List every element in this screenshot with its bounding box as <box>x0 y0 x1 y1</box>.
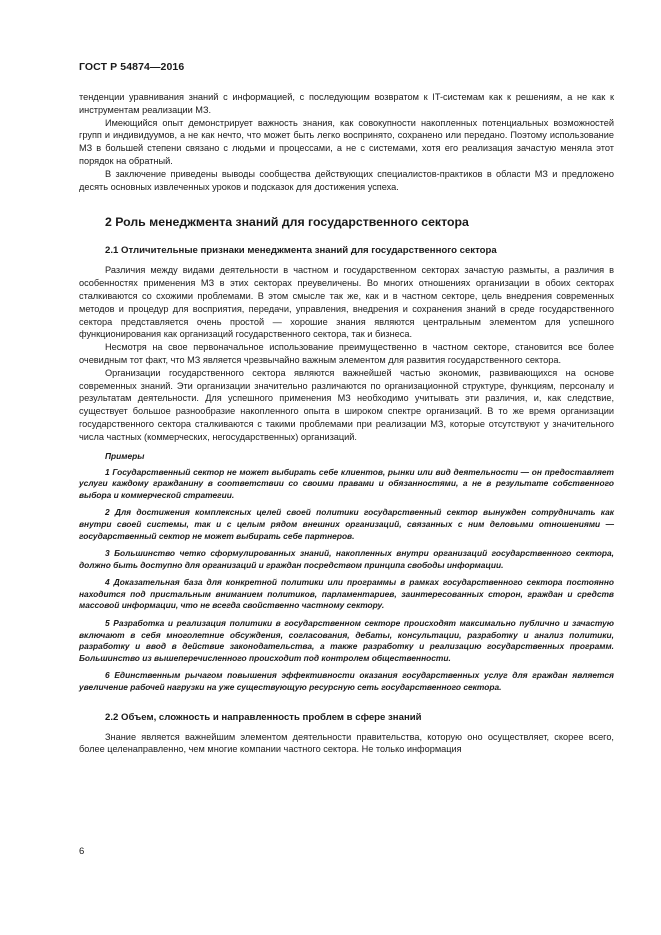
examples-label: Примеры <box>105 450 145 461</box>
section-2-2-paragraph: Знание является важнейшим элементом деятельности правительства, которую оно осуществляет, скорее всего, более целенаправленно, чем многие компании частного сектора. Не только информация <box>79 731 614 755</box>
section-2-heading: 2 Роль менеджмента знаний для государственного сектора <box>105 215 469 230</box>
page-content <box>79 91 614 756</box>
intro-paragraph-3: В заключение приведены выводы сообщества действующих специалистов-практиков в области МЗ и предложено десять основных извлеченных уроков и подсказок для достижения успеха. <box>79 168 614 192</box>
examples-block <box>79 451 614 694</box>
intro-paragraph-1: тенденции уравнивания знаний с информацией, с последующим возвратом к IT-системам как к решениям, а не как к инструментам реализации МЗ. <box>79 92 614 115</box>
section-2-2-heading: 2.2 Объем, сложность и направленность проблем в сфере знаний <box>105 711 422 723</box>
example-item: 3 Большинство четко сформулированных знаний, накопленных внутри организаций государственного сектора, должно быть доступно для организаций и граждан посредством принципа свободы информации. <box>79 548 614 570</box>
example-item: 6 Единственным рычагом повышения эффективности оказания государственных услуг для граждан является увеличение рабочей нагрузки на уже существующую ресурсную сеть государственного сектора. <box>79 670 614 693</box>
document-header: ГОСТ Р 54874—2016 <box>79 61 185 73</box>
section-2-1-heading: 2.1 Отличительные признаки менеджмента знаний для государственного сектора <box>105 245 497 257</box>
intro-paragraph-2: Имеющийся опыт демонстрирует важность знания, как совокупности накопленных потенциальных возможностей групп и индивидуумов, а не как нечто, что может быть легко воспринято, сохранено или передано. Поэтому использование МЗ в большей степени связано с людьми и процессами, а не с системами, хотя его реализация зачастую меняла этот порядок на обратный. <box>79 117 614 166</box>
example-item: 4 Доказательная база для конкретной политики или программы в рамках государственного сектора постоянно находится под пристальным вниманием политиков, парламентариев, заинтересованных сторон, граждан и средств массовой информации, что не всегда свойственно частному сектору. <box>79 577 614 611</box>
section-2-1-paragraph-1: Различия между видами деятельности в частном и государственном секторах зачастую размыты, а различия в особенностях применения МЗ в этих секторах преувеличены. Во многих отношениях организации в обоих секторах сталкиваются со схожими проблемами. В этом смысле так же, как и в частном секторе, цель внедрения современных методов и процедур для восприятия, передачи, управления, внедрения и сохранения знаний в среде государственного сектора представляется очень простой — хорошие знания являются центральным элементом для успешного функционирования как организаций государственного сектора, так и бизнеса. <box>79 265 614 340</box>
section-2-1-paragraph-3: Организации государственного сектора являются важнейшей частью экономик, развивающихся на основе современных знаний. Эти организации значительно различаются по организационной структуре, функциям, персоналу и результатам деятельности. Для успешного применения МЗ необходимо учитывать эти различия, и, как следствие, существует большое разнообразие накопленного опыта в широком спектре организаций. В то же время организации государственного сектора сталкиваются с такими проблемами при реализации МЗ, которые отсутствуют у значительного числа частных (коммерческих, негосударственных) организаций. <box>79 367 614 442</box>
example-item: 5 Разработка и реализация политики в государственном секторе происходят максимально публично и зачастую включают в себя многолетние обсуждения, согласования, дебаты, консультации, разработку и анализ политики, разработку и ввод в действие законодательства, а также разработку и реализацию государственных программ. Большинство из вышеперечисленного происходит под контролем общественности. <box>79 618 614 663</box>
example-item: 2 Для достижения комплексных целей своей политики государственный сектор вынужден сотрудничать как внутри своей системы, так и с целым рядом внешних организаций, связанных с ним деловыми отношениями — государственный сектор не может выбирать себе партнеров. <box>79 507 614 541</box>
section-2-1-paragraph-2: Несмотря на свое первоначальное использование преимущественно в частном секторе, становится все более очевидным тот факт, что МЗ является чрезвычайно важным элементом для развития государственного сектора. <box>79 342 614 365</box>
page-number: 6 <box>79 846 85 857</box>
example-item: 1 Государственный сектор не может выбирать себе клиентов, рынки или вид деятельности — он предоставляет услуги каждому гражданину в соответствии со своими правами и обязанностями, а не в результате собственного выбора и коммерческой стратегии. <box>79 466 614 500</box>
